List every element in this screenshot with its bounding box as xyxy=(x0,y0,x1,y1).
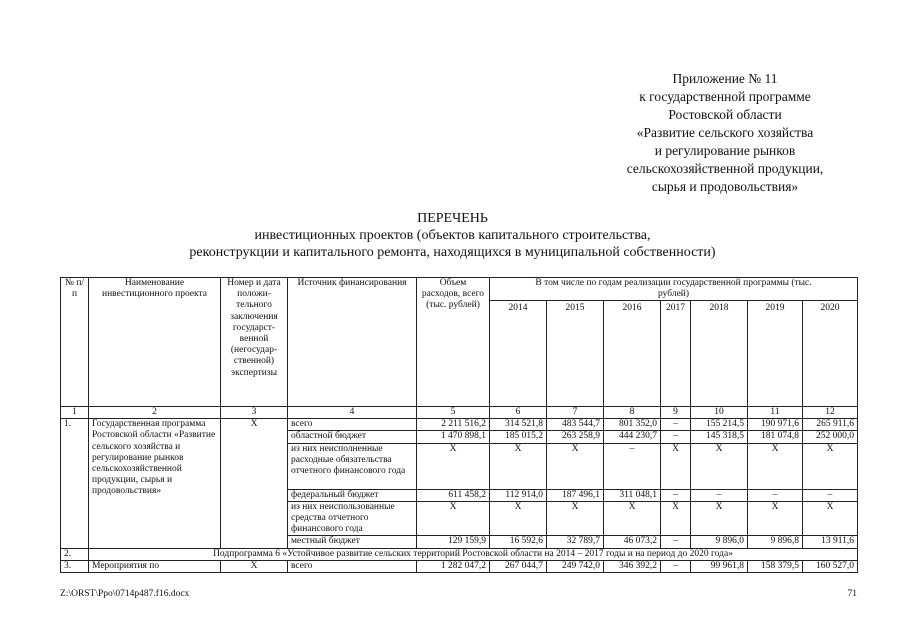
header-year: 2017 xyxy=(661,301,691,407)
header-year: 2014 xyxy=(490,301,547,407)
year-value: 249 742,0 xyxy=(547,560,604,572)
year-value: 16 592,6 xyxy=(490,536,547,548)
year-value: – xyxy=(661,489,691,501)
title-heading: ПЕРЕЧЕНЬ xyxy=(417,211,488,226)
header-total-volume: Объем расходов, всего (тыс. рублей) xyxy=(417,278,490,407)
column-number: 6 xyxy=(490,407,547,419)
total-volume: Х xyxy=(417,501,490,536)
year-value: Х xyxy=(661,501,691,536)
year-value: 181 074,8 xyxy=(748,431,803,443)
year-value: 9 896,8 xyxy=(748,536,803,548)
header-funding-source: Источник финансирования xyxy=(288,278,417,407)
project-name: Государственная программа Ростовской области «Развитие сельского хозяйства и регулирование рынков сельскохозяйственной продукции, сырья и продовольствия» xyxy=(89,419,221,548)
column-number: 10 xyxy=(691,407,748,419)
year-value: 158 379,5 xyxy=(748,560,803,572)
header-expertise: Номер и дата положи-тельного заключения государст-венной (негосудар-ственной) экспертизы xyxy=(221,278,288,407)
column-number: 3 xyxy=(221,407,288,419)
year-value: 9 896,0 xyxy=(691,536,748,548)
funding-source: из них неиспользованные средства отчетного финансового года xyxy=(288,501,417,536)
year-value: – xyxy=(661,419,691,431)
year-value: – xyxy=(661,536,691,548)
year-value: 112 914,0 xyxy=(490,489,547,501)
column-number: 11 xyxy=(748,407,803,419)
table-row xyxy=(61,548,858,560)
header-year: 2016 xyxy=(604,301,661,407)
year-value: 265 911,6 xyxy=(803,419,858,431)
year-value: Х xyxy=(661,443,691,489)
year-value: 160 527,0 xyxy=(803,560,858,572)
year-value: 187 496,1 xyxy=(547,489,604,501)
funding-source: из них неисполненные расходные обязательства отчетного финансового года xyxy=(288,443,417,489)
year-value: Х xyxy=(691,501,748,536)
appendix-line: Приложение № 11 xyxy=(672,71,778,86)
expertise-value: Х xyxy=(221,560,288,572)
header-year: 2018 xyxy=(691,301,748,407)
funding-source: областной бюджет xyxy=(288,431,417,443)
title-line-1: инвестиционных проектов (объектов капитального строительства, xyxy=(254,228,651,243)
year-value: 263 258,9 xyxy=(547,431,604,443)
header-num: № п/п xyxy=(61,278,89,407)
year-value: 99 961,8 xyxy=(691,560,748,572)
column-number: 12 xyxy=(803,407,858,419)
year-value: Х xyxy=(748,501,803,536)
subprogram-title: Подпрограмма 6 «Устойчивое развитие сельских территорий Ростовской области на 2014 – 2017 годы и на период до 2020 года» xyxy=(89,548,858,560)
year-value: 311 048,1 xyxy=(604,489,661,501)
year-value: Х xyxy=(604,501,661,536)
header-year: 2019 xyxy=(748,301,803,407)
document-title xyxy=(0,210,905,261)
total-volume: 129 159,9 xyxy=(417,536,490,548)
row-number: 1. xyxy=(61,419,89,548)
year-value: 145 318,5 xyxy=(691,431,748,443)
year-value: 444 230,7 xyxy=(604,431,661,443)
file-path: Z:\ORST\Ppo\0714p487.f16.docx xyxy=(60,589,190,599)
year-value: 13 911,6 xyxy=(803,536,858,548)
year-value: – xyxy=(691,489,748,501)
total-volume: 1 470 898,1 xyxy=(417,431,490,443)
funding-source: всего xyxy=(288,419,417,431)
funding-source: всего xyxy=(288,560,417,572)
project-name: Мероприятия по xyxy=(89,560,221,572)
appendix-line: сырья и продовольствия» xyxy=(651,179,799,194)
year-value: Х xyxy=(547,501,604,536)
column-number: 4 xyxy=(288,407,417,419)
year-value: – xyxy=(604,443,661,489)
year-value: 185 015,2 xyxy=(490,431,547,443)
year-value: 267 044,7 xyxy=(490,560,547,572)
year-value: Х xyxy=(490,501,547,536)
column-number: 9 xyxy=(661,407,691,419)
year-value: Х xyxy=(803,501,858,536)
header-year: 2015 xyxy=(547,301,604,407)
investment-projects-table xyxy=(60,277,858,573)
year-value: 483 544,7 xyxy=(547,419,604,431)
header-year: 2020 xyxy=(803,301,858,407)
appendix-line: «Развитие сельского хозяйства xyxy=(636,125,814,140)
column-number: 8 xyxy=(604,407,661,419)
column-number: 7 xyxy=(547,407,604,419)
year-value: Х xyxy=(691,443,748,489)
table-row xyxy=(61,560,858,572)
column-number: 2 xyxy=(89,407,221,419)
expertise-value: Х xyxy=(221,419,288,548)
total-volume: 611 458,2 xyxy=(417,489,490,501)
year-value: 252 000,0 xyxy=(803,431,858,443)
header-project-name: Наименование инвестиционного проекта xyxy=(89,278,221,407)
appendix-header xyxy=(560,70,890,196)
year-value: – xyxy=(661,431,691,443)
column-number: 1 xyxy=(61,407,89,419)
total-volume: 1 282 047,2 xyxy=(417,560,490,572)
year-value: 346 392,2 xyxy=(604,560,661,572)
year-value: Х xyxy=(803,443,858,489)
column-number: 5 xyxy=(417,407,490,419)
year-value: – xyxy=(748,489,803,501)
year-value: 46 073,2 xyxy=(604,536,661,548)
funding-source: местный бюджет xyxy=(288,536,417,548)
funding-source: федеральный бюджет xyxy=(288,489,417,501)
year-value: Х xyxy=(547,443,604,489)
year-value: 314 521,8 xyxy=(490,419,547,431)
appendix-line: к государственной программе xyxy=(639,89,811,104)
year-value: – xyxy=(661,560,691,572)
year-value: Х xyxy=(490,443,547,489)
title-line-2: реконструкции и капитального ремонта, находящихся в муниципальной собственности) xyxy=(189,245,716,260)
table-row xyxy=(61,419,858,431)
total-volume: Х xyxy=(417,443,490,489)
year-value: 32 789,7 xyxy=(547,536,604,548)
year-value: 801 352,0 xyxy=(604,419,661,431)
row-number: 2. xyxy=(61,548,89,560)
appendix-line: и регулирование рынков xyxy=(654,143,796,158)
year-value: 155 214,5 xyxy=(691,419,748,431)
year-value: Х xyxy=(748,443,803,489)
header-years-group: В том числе по годам реализации государственной программы (тыс. рублей) xyxy=(490,278,858,301)
year-value: – xyxy=(803,489,858,501)
appendix-line: сельскохозяйственной продукции, xyxy=(626,161,824,176)
appendix-line: Ростовской области xyxy=(668,107,782,122)
row-number: 3. xyxy=(61,560,89,572)
page-number: 71 xyxy=(847,589,857,599)
total-volume: 2 211 516,2 xyxy=(417,419,490,431)
year-value: 190 971,6 xyxy=(748,419,803,431)
